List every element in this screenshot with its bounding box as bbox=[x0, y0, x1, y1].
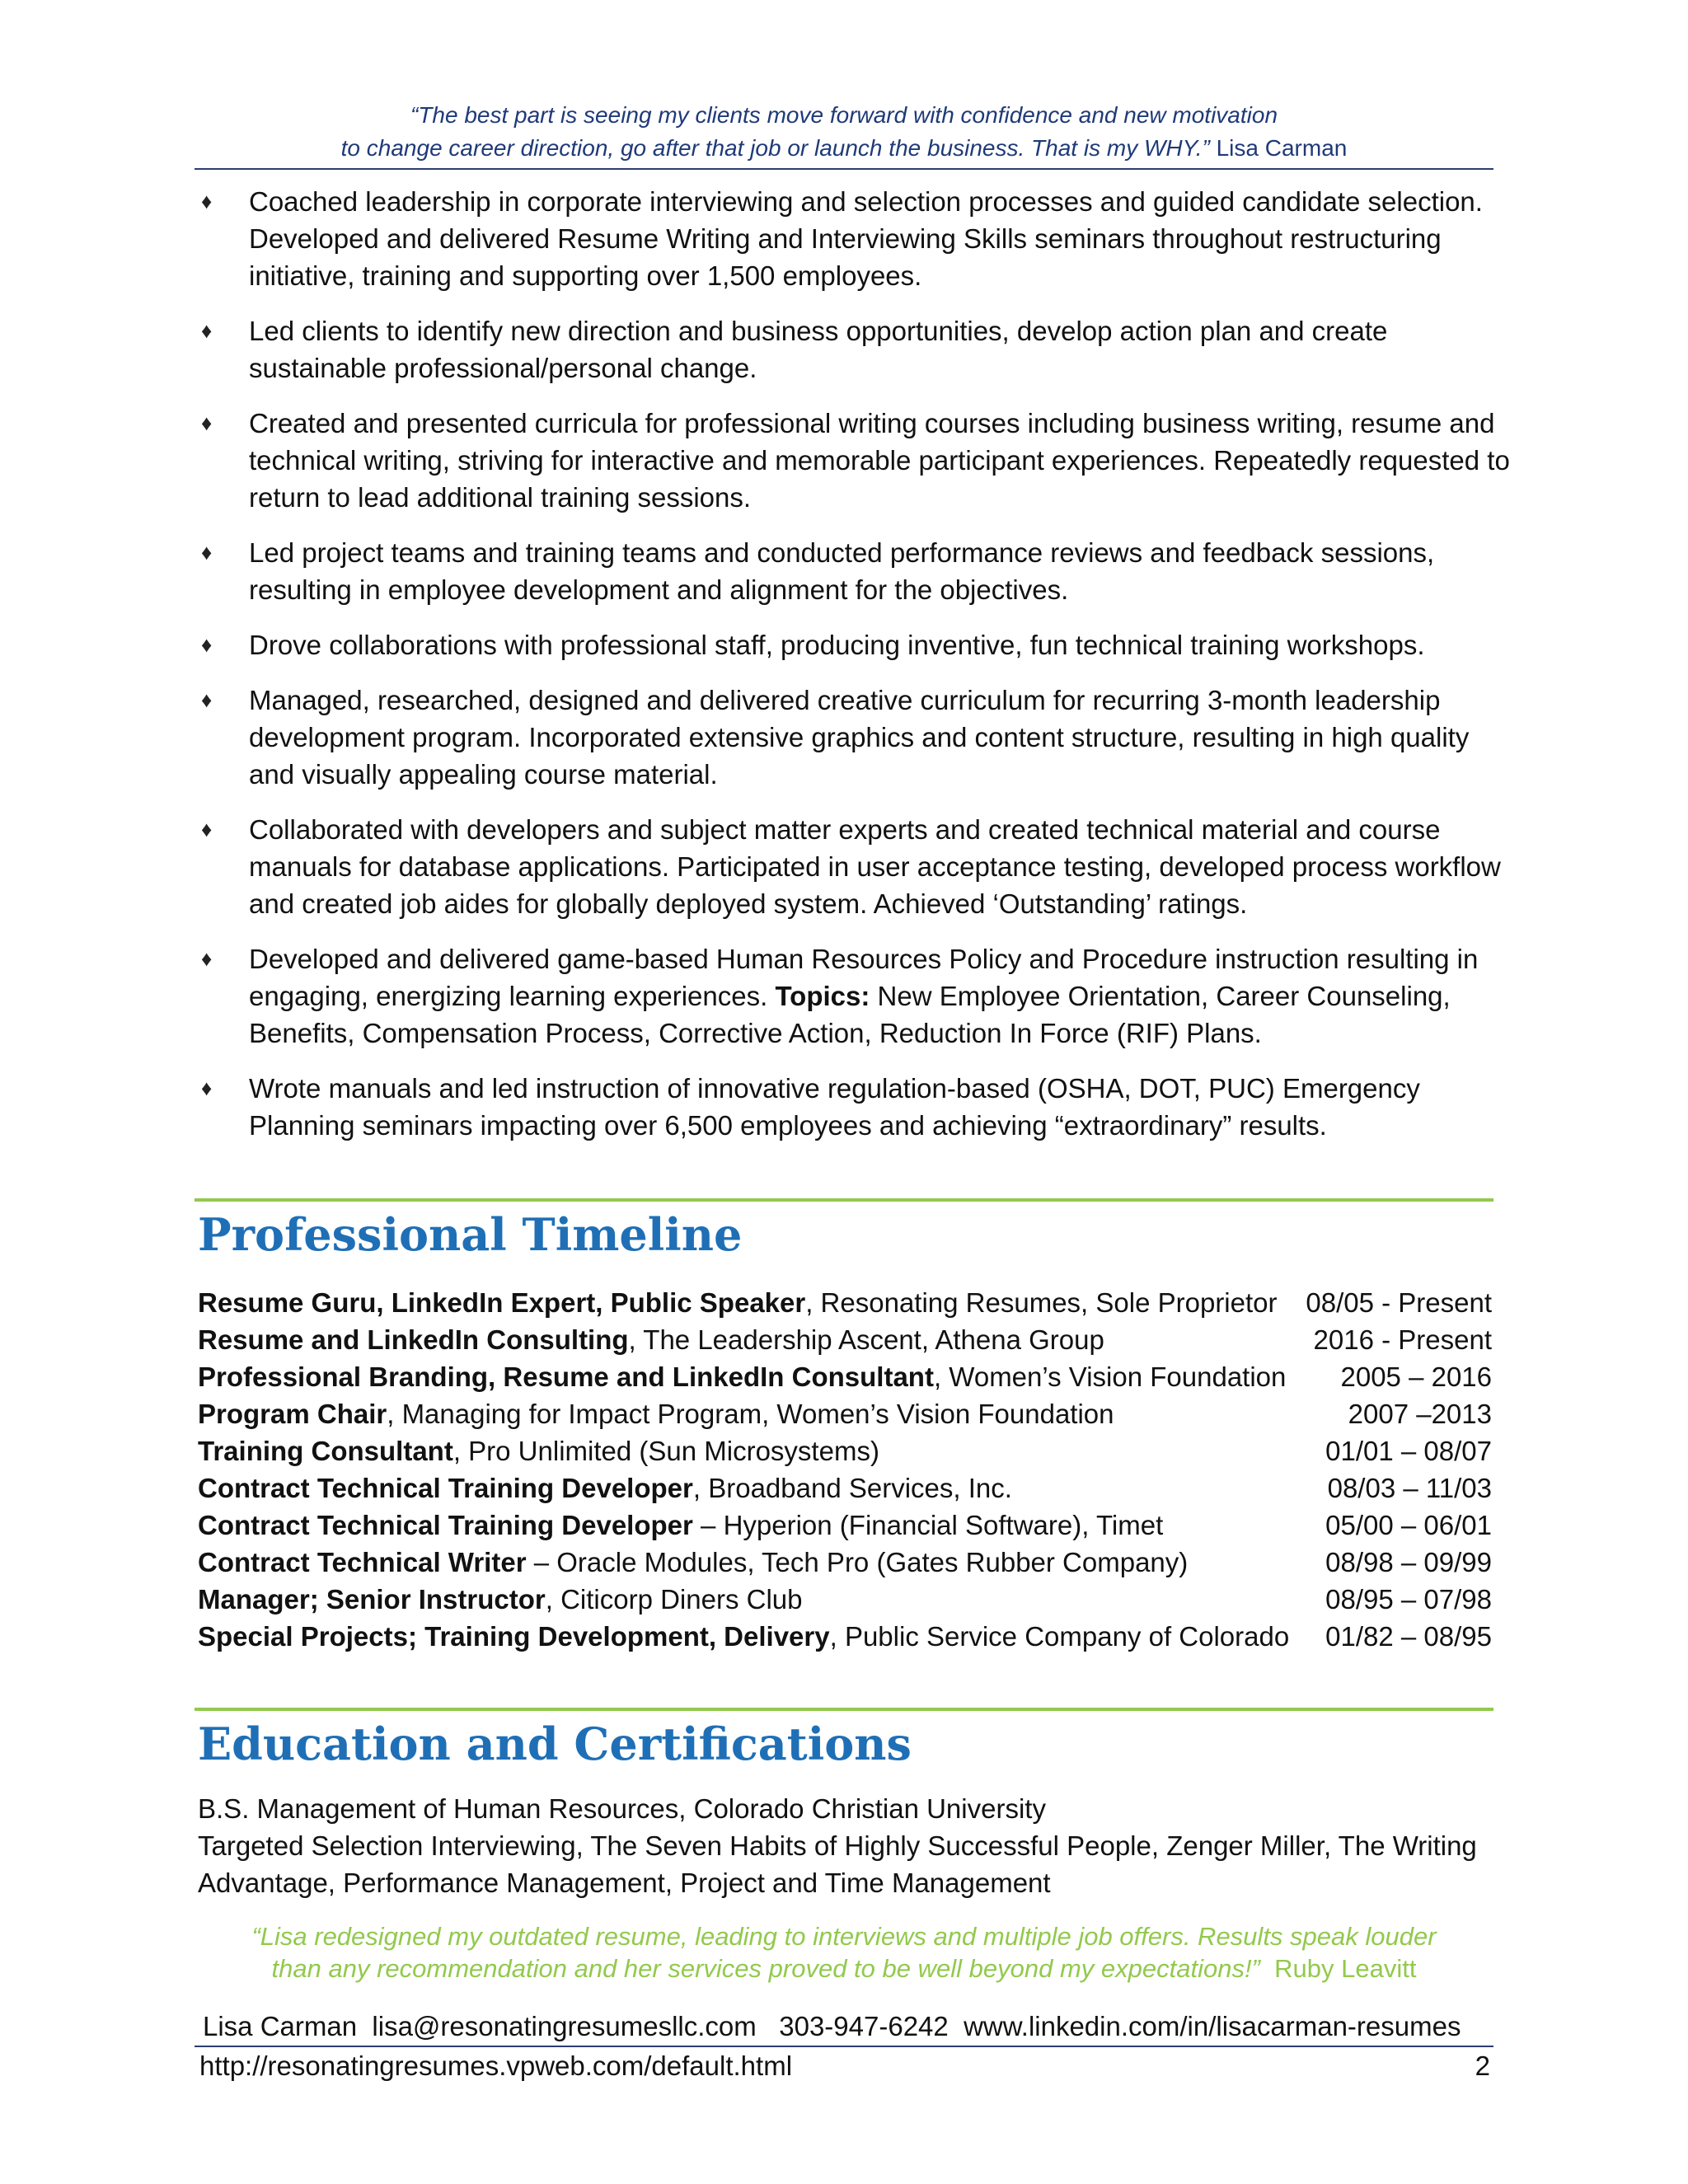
diamond-bullet-icon: ♦ bbox=[201, 410, 213, 435]
timeline-org: , Managing for Impact Program, Women’s Vision Foundation bbox=[387, 1399, 1114, 1429]
header-divider bbox=[195, 168, 1493, 170]
timeline-row bbox=[198, 1321, 1492, 1358]
diamond-bullet-icon: ♦ bbox=[201, 189, 213, 213]
section-divider-timeline bbox=[195, 1198, 1493, 1202]
timeline-role: Training Consultant bbox=[198, 1436, 453, 1466]
timeline-role: Program Chair bbox=[198, 1399, 387, 1429]
timeline-dates: 05/00 – 06/01 bbox=[1325, 1510, 1492, 1540]
timeline-dates: 08/95 – 07/98 bbox=[1325, 1584, 1492, 1615]
timeline-org: , Women’s Vision Foundation bbox=[933, 1361, 1287, 1392]
diamond-bullet-icon: ♦ bbox=[201, 1076, 213, 1100]
timeline-row bbox=[198, 1618, 1492, 1655]
diamond-bullet-icon: ♦ bbox=[201, 540, 213, 565]
timeline-dates: 2016 - Present bbox=[1313, 1324, 1492, 1355]
timeline-dates: 2007 –2013 bbox=[1348, 1399, 1492, 1429]
timeline-row bbox=[198, 1432, 1492, 1469]
testimonial-quote bbox=[195, 1920, 1493, 1985]
timeline-role: Resume Guru, LinkedIn Expert, Public Speaker bbox=[198, 1287, 806, 1318]
list-item bbox=[195, 940, 1513, 1052]
bullet-text: New Employee Orientation, Career Counseling, Benefits, Compensation Process, Corrective Action, Reduction In Force (RIF) Plans. bbox=[249, 981, 1451, 1048]
timeline-org: , Resonating Resumes, Sole Proprietor bbox=[805, 1287, 1278, 1318]
timeline-org: – Hyperion (Financial Software), Timet bbox=[692, 1510, 1164, 1540]
education-block bbox=[198, 1790, 1484, 1901]
timeline-org: , Pro Unlimited (Sun Microsystems) bbox=[452, 1436, 879, 1466]
timeline-role: Resume and LinkedIn Consulting bbox=[198, 1324, 629, 1355]
section-divider-education bbox=[195, 1708, 1493, 1711]
timeline-dates: 2005 – 2016 bbox=[1340, 1361, 1492, 1392]
timeline-role: Contract Technical Training Developer bbox=[198, 1473, 693, 1503]
header-quote bbox=[195, 99, 1493, 165]
timeline-org: – Oracle Modules, Tech Pro (Gates Rubber Company) bbox=[526, 1547, 1189, 1577]
diamond-bullet-icon: ♦ bbox=[201, 687, 213, 712]
timeline-org: , Broadband Services, Inc. bbox=[692, 1473, 1012, 1503]
timeline-row bbox=[198, 1358, 1492, 1395]
timeline-role: Special Projects; Training Development, Delivery bbox=[198, 1621, 830, 1652]
bullet-text: Led project teams and training teams and conducted performance reviews and feedback sessions, resulting in employee development and alignment for the objectives. bbox=[249, 537, 1435, 605]
timeline-row bbox=[198, 1469, 1492, 1507]
header-quote-line1: “The best part is seeing my clients move forward with confidence and new motivation bbox=[410, 102, 1278, 128]
timeline-dates: 08/03 – 11/03 bbox=[1327, 1473, 1492, 1503]
timeline-row bbox=[198, 1284, 1492, 1321]
section-title-education: Education and Certifications bbox=[198, 1718, 912, 1770]
timeline-org: , Public Service Company of Colorado bbox=[829, 1621, 1290, 1652]
list-item bbox=[195, 682, 1513, 793]
timeline-row bbox=[198, 1395, 1492, 1432]
list-item bbox=[195, 405, 1513, 516]
list-item bbox=[195, 626, 1513, 663]
bullet-text: Drove collaborations with professional staff, producing inventive, fun technical training workshops. bbox=[249, 630, 1425, 660]
page-number: 2 bbox=[1475, 2050, 1490, 2081]
timeline-dates: 01/82 – 08/95 bbox=[1325, 1621, 1492, 1652]
timeline-org: , The Leadership Ascent, Athena Group bbox=[628, 1324, 1104, 1355]
timeline-row bbox=[198, 1507, 1492, 1544]
diamond-bullet-icon: ♦ bbox=[201, 817, 213, 841]
diamond-bullet-icon: ♦ bbox=[201, 946, 213, 971]
header-quote-author: Lisa Carman bbox=[1216, 135, 1348, 161]
timeline-role: Professional Branding, Resume and LinkedIn Consultant bbox=[198, 1361, 934, 1392]
timeline-role: Manager; Senior Instructor bbox=[198, 1584, 546, 1615]
timeline-role: Contract Technical Writer bbox=[198, 1547, 527, 1577]
list-item bbox=[195, 1070, 1513, 1144]
timeline-list bbox=[198, 1284, 1492, 1655]
timeline-org: , Citicorp Diners Club bbox=[545, 1584, 803, 1615]
bullet-text: Developed and delivered game-based Human Resources Policy and Procedure instruction resulting in engaging, energizing learning experiences. bbox=[249, 944, 1479, 1011]
list-item bbox=[195, 183, 1513, 294]
timeline-role: Contract Technical Training Developer bbox=[198, 1510, 693, 1540]
bullet-text: Wrote manuals and led instruction of innovative regulation-based (OSHA, DOT, PUC) Emergency Planning seminars impacting over 6,500 employees and achieving “extraordinary” results. bbox=[249, 1073, 1420, 1141]
bullet-text: Created and presented curricula for professional writing courses including business writing, resume and technical writing, striving for interactive and memorable participant experiences. Repeatedly requested to return to lead additional training sessions. bbox=[249, 408, 1510, 513]
bullet-text: Managed, researched, designed and delivered creative curriculum for recurring 3-month leadership development program. Incorporated extensive graphics and content structure, resulting in high quality and visually appealing course material. bbox=[249, 685, 1470, 790]
bullet-text: Collaborated with developers and subject matter experts and created technical material and course manuals for database applications. Participated in user acceptance testing, developed process workflow and created job aides for globally deployed system. Achieved ‘Outstanding’ ratings. bbox=[249, 814, 1501, 919]
timeline-dates: 01/01 – 08/07 bbox=[1325, 1436, 1492, 1466]
bullet-text: Coached leadership in corporate interviewing and selection processes and guided candidate selection. Developed and delivered Resume Writing and Interviewing Skills seminars throughout restructuring initiative, training and supporting over 1,500 employees. bbox=[249, 186, 1483, 291]
timeline-dates: 08/05 - Present bbox=[1306, 1287, 1492, 1318]
footer-contact: Lisa Carman lisa@resonatingresumesllc.com 303-947-6242 www.linkedin.com/in/lisacarman-resumes bbox=[203, 2011, 1461, 2041]
diamond-bullet-icon: ♦ bbox=[201, 318, 213, 343]
bullet-text: Led clients to identify new direction and business opportunities, develop action plan and create sustainable professional/personal change. bbox=[249, 316, 1388, 383]
section-title-timeline: Professional Timeline bbox=[198, 1208, 743, 1261]
testimonial-line1: “Lisa redesigned my outdated resume, leading to interviews and multiple job offers. Results speak louder bbox=[251, 1922, 1437, 1951]
footer-website-link[interactable]: http://resonatingresumes.vpweb.com/default.html bbox=[199, 2050, 793, 2081]
timeline-row bbox=[198, 1581, 1492, 1618]
testimonial-line2: than any recommendation and her services proved to be well beyond my expectations!” bbox=[271, 1954, 1260, 1983]
diamond-bullet-icon: ♦ bbox=[201, 632, 213, 657]
bullet-bold-label: Topics: bbox=[775, 981, 870, 1011]
list-item bbox=[195, 534, 1513, 608]
accomplishments-list bbox=[195, 183, 1513, 1162]
list-item bbox=[195, 312, 1513, 387]
list-item bbox=[195, 811, 1513, 922]
header-quote-line2: to change career direction, go after that job or launch the business. That is my WHY.” bbox=[340, 135, 1210, 161]
timeline-row bbox=[198, 1544, 1492, 1581]
education-line: Targeted Selection Interviewing, The Seven Habits of Highly Successful People, Zenger Miller, The Writing Advantage, Performance Management, Project and Time Management bbox=[198, 1830, 1477, 1898]
education-line: B.S. Management of Human Resources, Colorado Christian University bbox=[198, 1793, 1046, 1824]
testimonial-author: Ruby Leavitt bbox=[1274, 1954, 1417, 1983]
timeline-dates: 08/98 – 09/99 bbox=[1325, 1547, 1492, 1577]
